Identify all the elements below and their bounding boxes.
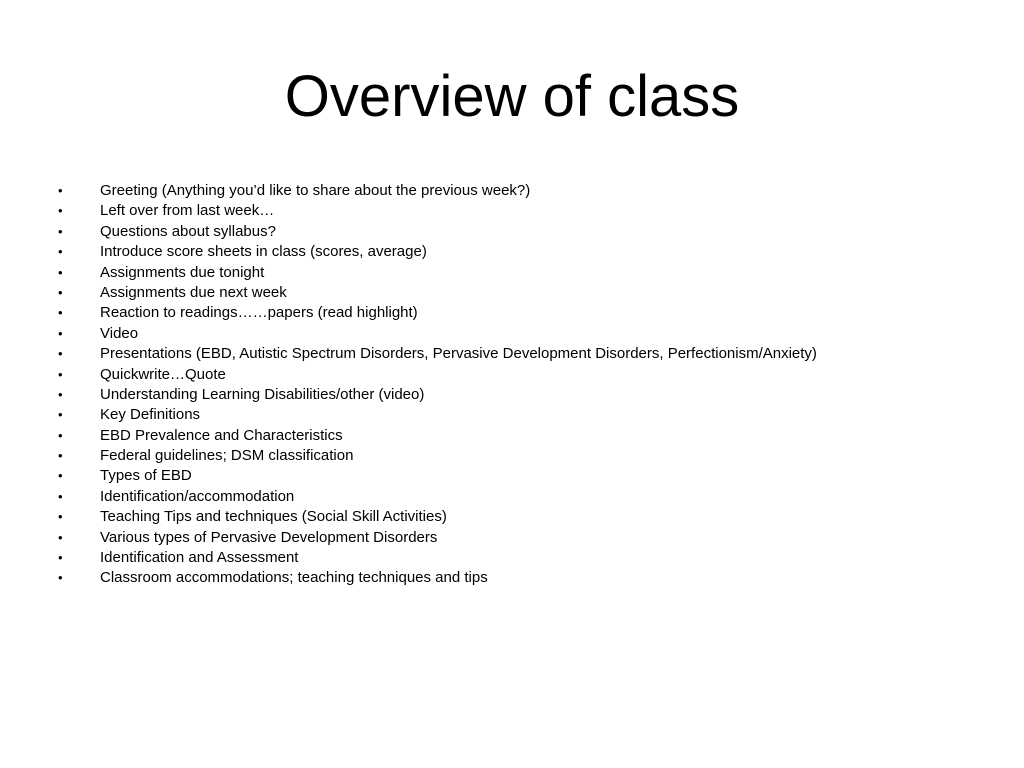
bullet-item [58,263,978,283]
bullet-text: Federal guidelines; DSM classification [100,447,354,465]
bullet-item [58,446,978,466]
bullet-icon: • [58,346,63,362]
bullet-text: Left over from last week… [100,202,275,220]
bullet-item [58,385,978,405]
bullet-item [58,528,978,548]
slide-title: Overview of class [284,64,740,129]
bullet-icon: • [58,448,63,464]
bullet-text: Teaching Tips and techniques (Social Skill Activities) [100,508,447,526]
bullet-icon: • [58,468,63,484]
bullet-item [58,324,978,344]
bullet-icon: • [58,366,63,382]
bullet-icon: • [58,264,63,280]
bullet-icon: • [58,570,63,586]
bullet-text: Assignments due next week [100,283,287,301]
bullet-icon: • [58,284,63,300]
bullet-item [58,303,978,323]
bullet-icon: • [58,223,63,239]
bullet-item [58,426,978,446]
bullet-icon: • [58,509,63,525]
bullet-icon: • [58,488,63,504]
bullet-text: EBD Prevalence and Characteristics [100,426,343,444]
bullet-text: Introduce score sheets in class (scores, average) [100,243,427,261]
bullet-list [58,181,978,589]
bullet-icon: • [58,203,63,219]
bullet-icon: • [58,529,63,545]
bullet-item [58,365,978,385]
bullet-icon: • [58,325,63,341]
bullet-text: Various types of Pervasive Development Disorders [100,528,438,546]
bullet-item [58,568,978,588]
bullet-text: Video [100,324,139,342]
bullet-icon: • [58,183,63,198]
bullet-icon: • [58,305,63,321]
bullet-text: Key Definitions [100,406,201,424]
bullet-item [58,181,978,201]
bullet-item [58,405,978,425]
bullet-icon: • [58,386,63,402]
bullet-item [58,466,978,486]
bullet-item [58,548,978,568]
bullet-text: Identification/accommodation [100,487,295,505]
bullet-icon: • [58,550,63,566]
bullet-text: Quickwrite…Quote [100,365,226,383]
bullet-text: Understanding Learning Disabilities/other (video) [100,385,425,403]
bullet-item [58,242,978,262]
bullet-text: Assignments due tonight [100,263,265,281]
bullet-item [58,201,978,221]
bullet-icon: • [58,244,63,260]
bullet-item [58,487,978,507]
bullet-item [58,222,978,242]
bullet-item [58,507,978,527]
bullet-icon: • [58,407,63,423]
bullet-icon: • [58,427,63,443]
bullet-text: Questions about syllabus? [100,222,276,240]
bullet-text: Greeting (Anything you’d like to share about the previous week?) [100,182,531,199]
bullet-item [58,344,978,364]
bullet-text: Presentations (EBD, Autistic Spectrum Disorders, Pervasive Development Disorders, Perfectionism/Anxiety) [100,345,817,363]
bullet-item [58,283,978,303]
bullet-text: Classroom accommodations; teaching techniques and tips [100,569,488,587]
bullet-text: Reaction to readings……papers (read highlight) [100,304,418,322]
bullet-text: Types of EBD [100,467,192,485]
bullet-text: Identification and Assessment [100,549,299,567]
